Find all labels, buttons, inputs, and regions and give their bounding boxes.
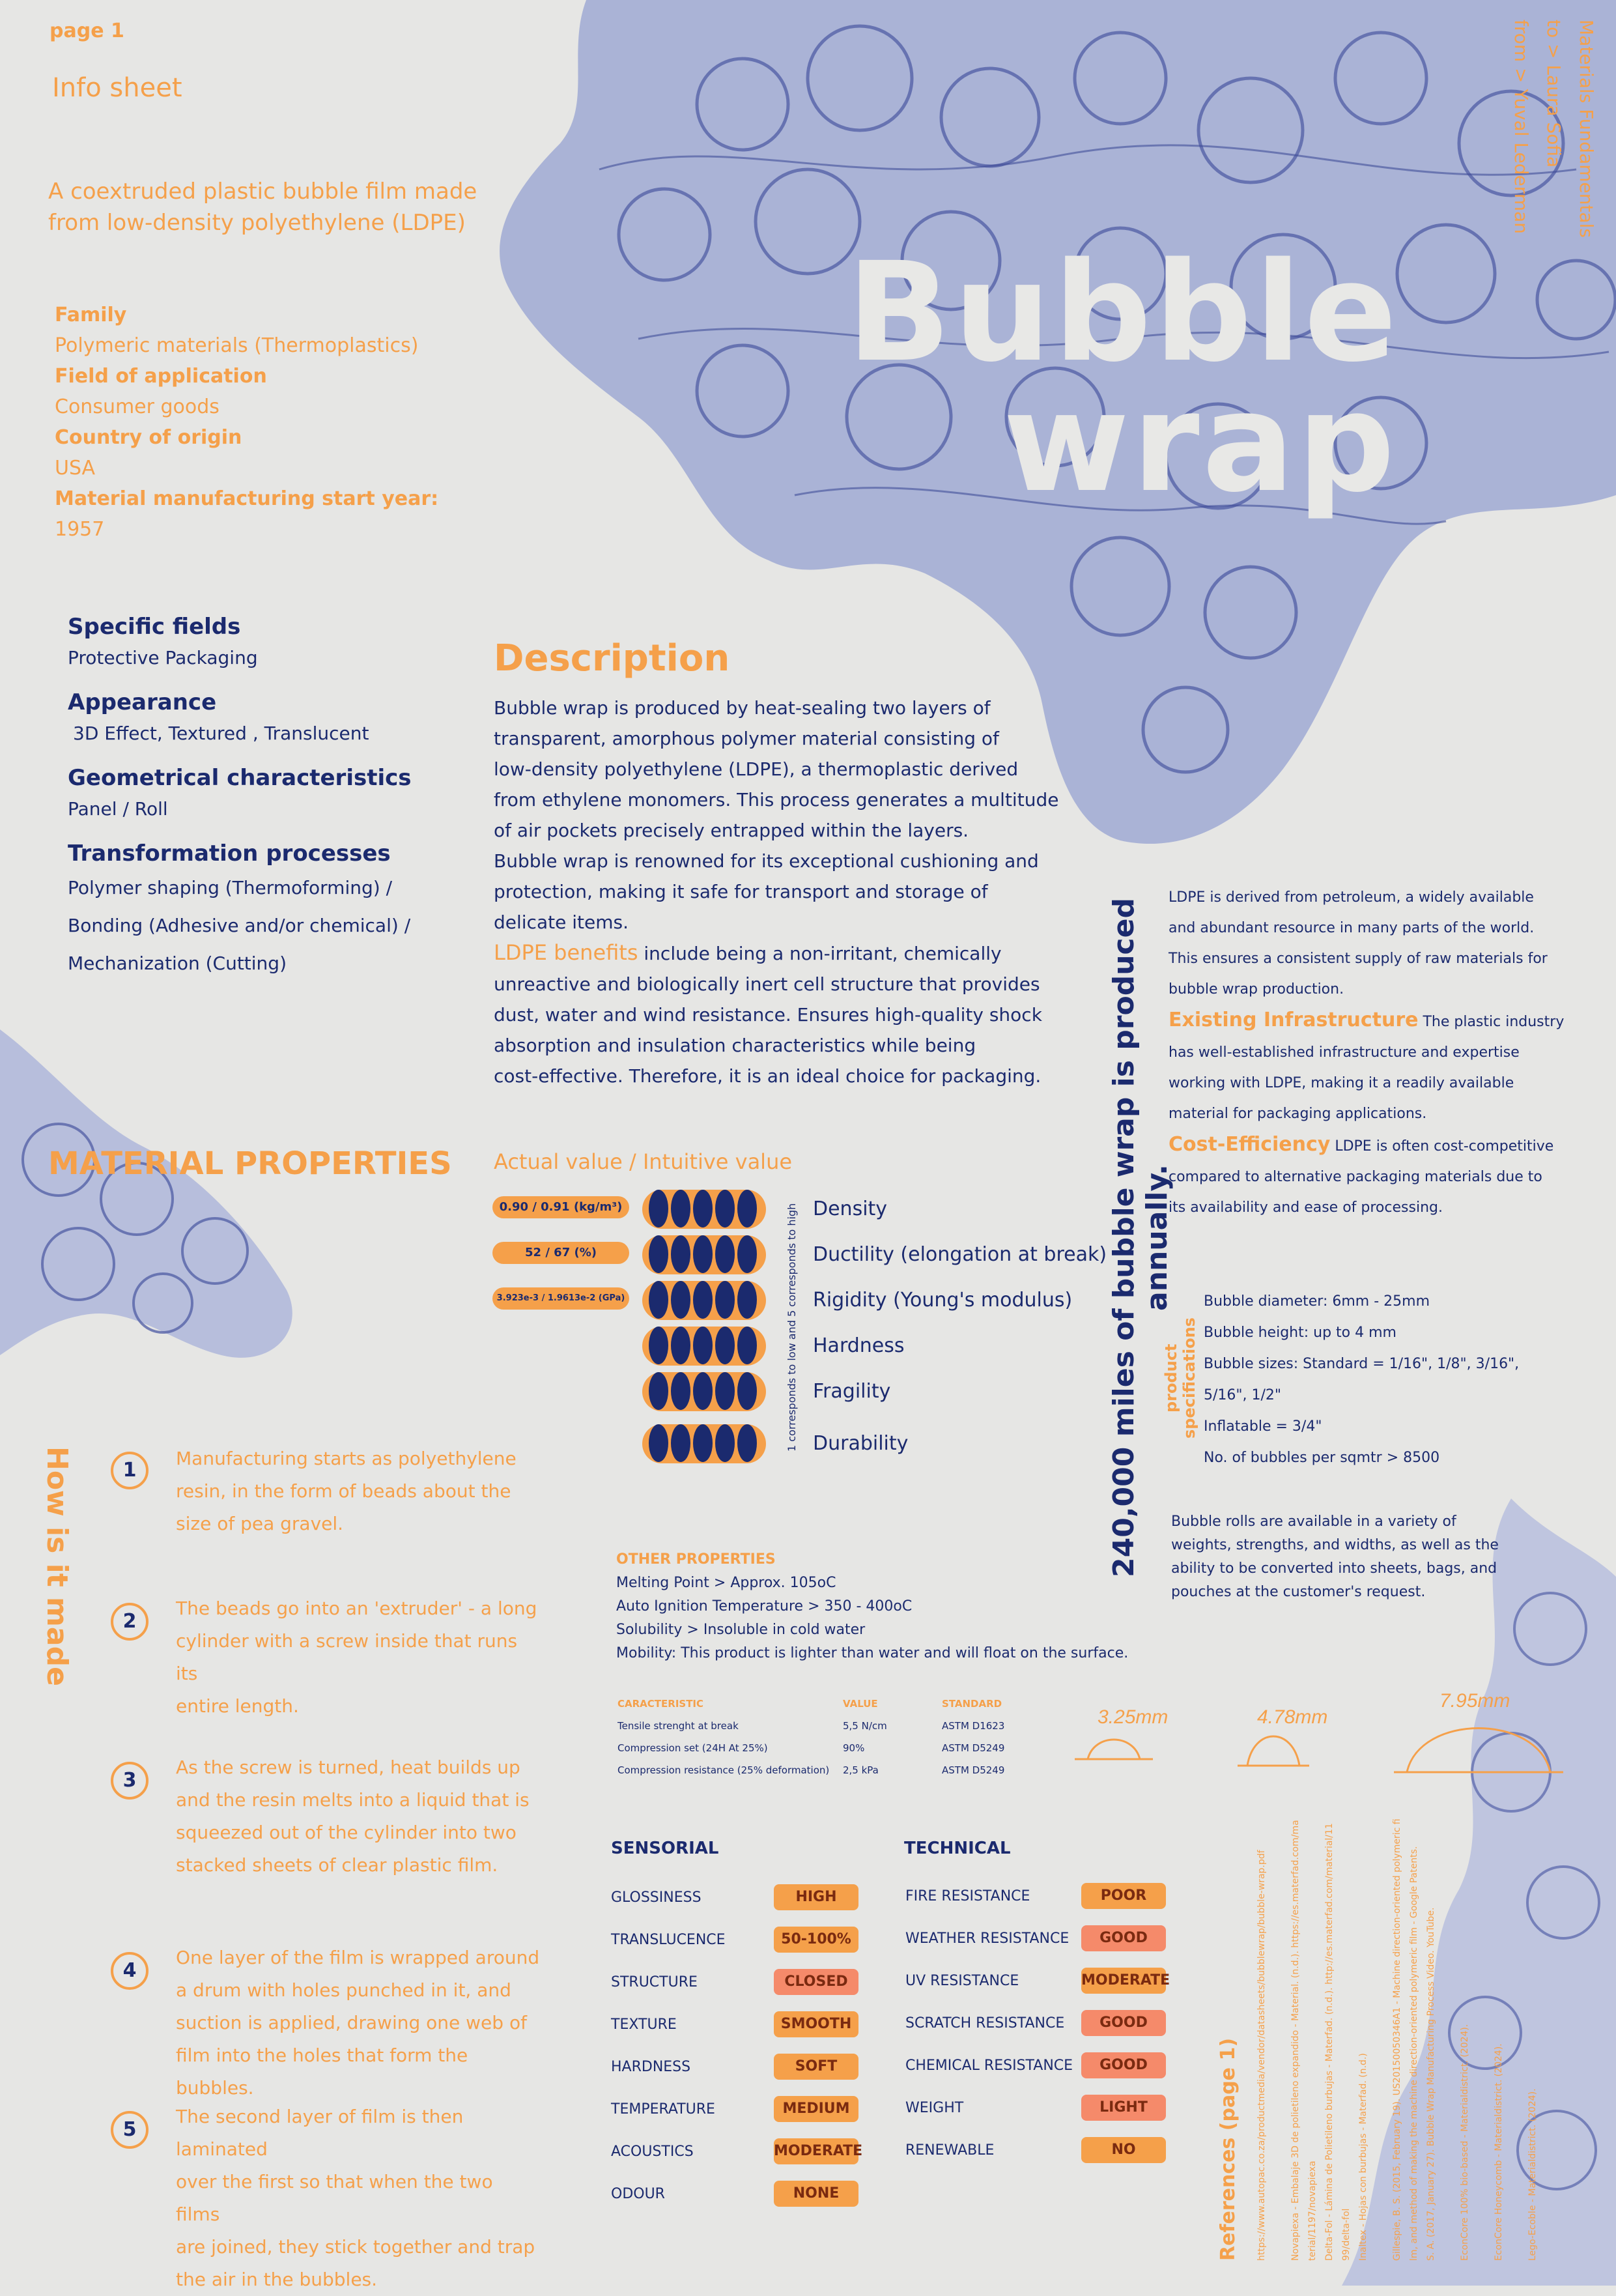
- title-line-2: wrap: [1003, 363, 1398, 523]
- step-text: [176, 1751, 541, 1882]
- page-number: page 1: [50, 20, 124, 42]
- spec-title: product specifications: [1162, 1317, 1198, 1439]
- roll-line: Bubble rolls are available in a variety of: [1171, 1514, 1456, 1530]
- technical-row: [905, 2009, 1179, 2037]
- description-line: delicate items.: [494, 911, 629, 933]
- step-number: 5: [111, 2111, 149, 2149]
- intuitive-scale: [642, 1424, 766, 1463]
- scale-dot: [693, 1424, 713, 1462]
- property-row: [492, 1420, 1111, 1466]
- table-cell: ASTM D1623: [942, 1720, 1005, 1732]
- sensorial-label: ACOUSTICS: [611, 2144, 694, 2160]
- property-label: Density: [813, 1198, 888, 1220]
- property-label: Hardness: [813, 1334, 905, 1357]
- scale-dot: [737, 1235, 757, 1273]
- spec-list: [1204, 1286, 1568, 1474]
- sensorial-rows: [611, 1883, 885, 2222]
- title-line-1: Bubble: [847, 233, 1400, 392]
- scale-dot: [737, 1372, 757, 1410]
- other-property-line: Mobility: This product is lighter than water and will float on the surface.: [616, 1645, 1129, 1661]
- specific-fields-value: Protective Packaging: [68, 647, 258, 668]
- sensorial-row: [611, 1883, 885, 1912]
- property-label: Ductility (elongation at break): [813, 1243, 1107, 1266]
- scale-dot: [737, 1190, 757, 1227]
- geometry-value: Panel / Roll: [68, 798, 168, 820]
- sensorial-title: SENSORIAL: [611, 1839, 719, 1858]
- geometry-label: Geometrical characteristics: [68, 765, 412, 791]
- reference-item: Gillespie, B. S. (2015, February 19). US20150050346A1 - Machine direction-oriented polymeric film, and method of making the machine direction-oriented polymeric film - Google Patents.: [1392, 1818, 1419, 2261]
- table-row: [617, 1720, 1047, 1742]
- info-sheet-label: Info sheet: [52, 73, 182, 103]
- scale-dot: [693, 1235, 713, 1273]
- table-header-cell: VALUE: [843, 1698, 878, 1710]
- technical-rows: [905, 1882, 1179, 2181]
- scale-dot: [715, 1235, 735, 1273]
- step-line: over the first so that when the two films: [176, 2171, 493, 2225]
- sensorial-label: TEXTURE: [611, 2016, 677, 2033]
- other-property-line: Auto Ignition Temperature > 350 - 400oC: [616, 1598, 913, 1614]
- technical-value-badge: GOOD: [1081, 2052, 1166, 2078]
- property-label: Rigidity (Young's modulus): [813, 1289, 1073, 1312]
- description-section: [494, 637, 1080, 1091]
- cost-label: Cost-Efficiency: [1169, 1133, 1331, 1156]
- country-label: Country of origin: [55, 426, 242, 449]
- ldpe-line: LDPE is derived from petroleum, a widely available: [1169, 889, 1534, 906]
- roll-line: pouches at the customer's request.: [1171, 1584, 1426, 1600]
- table-cell: Compression set (24H At 25%): [617, 1742, 768, 1754]
- scale-dot: [671, 1190, 690, 1227]
- spec-line: Bubble height: up to 4 mm: [1204, 1325, 1396, 1341]
- scale-dot: [649, 1424, 668, 1462]
- step-line: The second layer of film is then laminated: [176, 2106, 464, 2160]
- reference-item: Lego-Ecoble - Materialdistrict. (2024).: [1527, 2088, 1538, 2261]
- reference-item: Novapiexa - Embalaje 3D de polietileno expandido - Material. (n.d.). https://es.materfad.com/material/1197/novapiexa: [1290, 1820, 1318, 2261]
- table-cell: 5,5 N/cm: [843, 1720, 887, 1732]
- benefits-line: unreactive and biologically inert cell structure that provides: [494, 973, 1040, 995]
- description-line: low-density polyethylene (LDPE), a thermoplastic derived: [494, 758, 1019, 780]
- other-property-line: Solubility > Insoluble in cold water: [616, 1622, 866, 1638]
- field-value: Consumer goods: [55, 395, 220, 418]
- reference-item: Delta-Fol - Lámina de Polietileno burbujas - Materfad. (n.d.). http://es.materfad.com/material/1199/delta-fol: [1324, 1823, 1352, 2261]
- property-row: [492, 1277, 1111, 1323]
- scale-dot: [693, 1372, 713, 1410]
- scale-dot: [649, 1327, 668, 1364]
- step-number: 2: [111, 1603, 149, 1641]
- scale-dot: [737, 1281, 757, 1319]
- sensorial-row: [611, 1925, 885, 1954]
- scale-dot: [649, 1235, 668, 1273]
- step-text: [176, 1942, 541, 2104]
- benefits-line: [494, 938, 1080, 969]
- description-line: Bubble wrap is renowned for its exceptional cushioning and: [494, 850, 1039, 872]
- property-label: Durability: [813, 1432, 909, 1455]
- sensorial-value-badge: MEDIUM: [774, 2096, 858, 2122]
- step-line: a drum with holes punched in it, and: [176, 1979, 511, 2001]
- ldpe-line: bubble wrap production.: [1169, 981, 1344, 997]
- bubble-profile-sketches: [1068, 1687, 1576, 1798]
- right-column: [1169, 882, 1579, 1223]
- year-label: Material manufacturing start year:: [55, 487, 439, 510]
- description-line: protection, making it safe for transport and storage of: [494, 881, 988, 902]
- step-text: [176, 2101, 541, 2296]
- scale-dot: [693, 1327, 713, 1364]
- spec-line: Bubble sizes: Standard = 1/16", 1/8", 3/16",: [1204, 1356, 1520, 1372]
- table-header-cell: CARACTERISTIC: [617, 1698, 704, 1710]
- transform-label: Transformation processes: [68, 840, 391, 867]
- step-line: As the screw is turned, heat builds up: [176, 1757, 520, 1778]
- cost-line: its availability and ease of processing.: [1169, 1199, 1443, 1216]
- actual-value-tag: 52 / 67 (%): [492, 1242, 629, 1264]
- reference-item: EconCore Honeycomb - Materialdistrict. (2024).: [1494, 2043, 1504, 2261]
- spec-line: Bubble diameter: 6mm - 25mm: [1204, 1293, 1430, 1310]
- reference-list: [1253, 1818, 1558, 2261]
- scale-dot: [715, 1190, 735, 1227]
- intuitive-scale: [642, 1190, 766, 1229]
- reference-item: S. A. (2017, January 27). Bubble Wrap Manufacturing Process Video. YouTube.: [1426, 1907, 1436, 2261]
- sensorial-value-badge: SMOOTH: [774, 2011, 858, 2037]
- scale-dot: [649, 1281, 668, 1319]
- scale-dot: [671, 1281, 690, 1319]
- benefits-text: include being a non-irritant, chemically: [638, 943, 1002, 964]
- property-label: Fragility: [813, 1380, 891, 1403]
- benefits-line: absorption and insulation characteristics while being: [494, 1035, 976, 1056]
- sensorial-label: GLOSSINESS: [611, 1889, 702, 1906]
- sensorial-row: [611, 2010, 885, 2039]
- country-value: USA: [55, 457, 96, 480]
- how-made-title: How is it made: [40, 1446, 74, 1686]
- sensorial-row: [611, 2052, 885, 2081]
- step-line: squeezed out of the cylinder into two: [176, 1822, 517, 1843]
- technical-value-badge: GOOD: [1081, 1925, 1166, 1951]
- sensorial-value-badge: 50-100%: [774, 1927, 858, 1953]
- table-cell: Tensile strenght at break: [617, 1720, 739, 1732]
- cost-line: compared to alternative packaging materials due to: [1169, 1169, 1542, 1185]
- description-title: Description: [494, 637, 730, 680]
- intuitive-scale: [642, 1281, 766, 1320]
- step-line: and the resin melts into a liquid that is: [176, 1789, 530, 1811]
- technical-value-badge: LIGHT: [1081, 2095, 1166, 2121]
- family-label: Family: [55, 304, 127, 326]
- transform-line: Polymer shaping (Thermoforming) /: [68, 877, 393, 898]
- step-line: film into the holes that form the bubbles.: [176, 2045, 468, 2099]
- property-row: [492, 1323, 1111, 1368]
- property-row: [492, 1368, 1111, 1414]
- credit-line: to > Laura Sofia: [1543, 20, 1565, 168]
- step-number: 3: [111, 1762, 149, 1800]
- references-title: References (page 1): [1217, 2037, 1240, 2261]
- infra-line: material for packaging applications.: [1169, 1106, 1427, 1122]
- scale-dot: [715, 1372, 735, 1410]
- sensorial-label: STRUCTURE: [611, 1974, 698, 1990]
- roll-line: weights, strengths, and widths, as well as the: [1171, 1537, 1499, 1553]
- spec-line: No. of bubbles per sqmtr > 8500: [1204, 1450, 1440, 1466]
- other-properties: [616, 1548, 1176, 1665]
- sensorial-value-badge: NONE: [774, 2181, 858, 2207]
- sensorial-value-badge: MODERATE: [774, 2138, 858, 2164]
- technical-label: UV RESISTANCE: [905, 1973, 1019, 1989]
- reference-item: EconCore 100% bio-based - Materialdistrict. (2024).: [1460, 2024, 1470, 2261]
- ldpe-line: This ensures a consistent supply of raw materials for: [1169, 951, 1548, 967]
- property-rows: [492, 1186, 1111, 1472]
- step-line: resin, in the form of beads about the: [176, 1480, 511, 1502]
- scale-dot: [649, 1372, 668, 1410]
- scale-dot: [671, 1235, 690, 1273]
- technical-row: [905, 1966, 1179, 1995]
- scale-dot: [671, 1372, 690, 1410]
- appearance-value: 3D Effect, Textured , Translucent: [73, 723, 369, 744]
- scale-note: 1 corresponds to low and 5 corresponds to high: [786, 1203, 798, 1452]
- appearance-label: Appearance: [68, 689, 217, 715]
- sensorial-label: TEMPERATURE: [611, 2101, 715, 2117]
- technical-row: [905, 2093, 1179, 2122]
- left-specs: [68, 611, 472, 983]
- scale-dot: [715, 1327, 735, 1364]
- step-line: stacked sheets of clear plastic film.: [176, 1854, 498, 1876]
- technical-label: CHEMICAL RESISTANCE: [905, 2058, 1073, 2074]
- specific-fields-label: Specific fields: [68, 614, 241, 640]
- description-line: transparent, amorphous polymer material consisting of: [494, 728, 999, 749]
- description-body: [494, 693, 1080, 1091]
- subtitle: A coextruded plastic bubble film made from low-density polyethylene (LDPE): [48, 179, 477, 236]
- scale-dot: [671, 1424, 690, 1462]
- transform-line: Mechanization (Cutting): [68, 953, 287, 974]
- actual-value-tag: 3.923e-3 / 1.9613e-2 (GPa): [492, 1287, 629, 1310]
- scale-dot: [649, 1190, 668, 1227]
- transform-line: Bonding (Adhesive and/or chemical) /: [68, 915, 411, 936]
- sketch-label: 4.78mm: [1257, 1706, 1328, 1728]
- annual-production-stat: 240,000 miles of bubble wrap is produced annually.: [1107, 898, 1174, 1578]
- step-line: Manufacturing starts as polyethylene: [176, 1448, 517, 1469]
- property-row: [492, 1186, 1111, 1231]
- sensorial-label: ODOUR: [611, 2186, 665, 2202]
- benefits-line: cost-effective. Therefore, it is an ideal choice for packaging.: [494, 1065, 1042, 1087]
- technical-label: SCRATCH RESISTANCE: [905, 2015, 1065, 2031]
- table-row: [617, 1742, 1047, 1764]
- step-number: 1: [111, 1452, 149, 1489]
- table-cell: 90%: [843, 1742, 865, 1754]
- technical-value-badge: POOR: [1081, 1883, 1166, 1909]
- table-header-cell: STANDARD: [942, 1698, 1002, 1710]
- scale-dot: [737, 1327, 757, 1364]
- spec-line: 5/16", 1/2": [1204, 1387, 1282, 1403]
- property-row: [492, 1231, 1111, 1277]
- technical-row: [905, 2136, 1179, 2164]
- step-line: One layer of the film is wrapped around: [176, 1947, 540, 1968]
- credit-line: from > Yuval Lederman: [1510, 20, 1532, 234]
- technical-row: [905, 1924, 1179, 1953]
- scale-dot: [715, 1281, 735, 1319]
- sensorial-label: HARDNESS: [611, 2059, 691, 2075]
- technical-row: [905, 1882, 1179, 1910]
- table-cell: 2,5 kPa: [843, 1764, 879, 1776]
- description-line: Bubble wrap is produced by heat-sealing two layers of: [494, 697, 991, 719]
- sensorial-row: [611, 2137, 885, 2166]
- infra-line: working with LDPE, making it a readily available: [1169, 1075, 1514, 1091]
- description-line: from ethylene monomers. This process generates a multitude: [494, 789, 1059, 811]
- cost-text: LDPE is often cost-competitive: [1330, 1138, 1554, 1155]
- sketch-label: 7.95mm: [1439, 1690, 1510, 1712]
- step-line: the air in the bubbles.: [176, 2269, 378, 2290]
- other-properties-title: OTHER PROPERTIES: [616, 1551, 776, 1568]
- reference-item: https://www.autopac.co.za/productmedia/vendor/datasheets/bubblewrap/bubble-wrap.pdf: [1256, 1850, 1267, 2261]
- ldpe-line: and abundant resource in many parts of the world.: [1169, 920, 1535, 936]
- step-text: [176, 1442, 541, 1540]
- technical-title: TECHNICAL: [904, 1839, 1011, 1858]
- technical-label: WEIGHT: [905, 2100, 964, 2116]
- step-number: 4: [111, 1952, 149, 1990]
- step-line: size of pea gravel.: [176, 1513, 344, 1534]
- step-line: entire length.: [176, 1695, 299, 1717]
- table-header: [617, 1698, 1047, 1720]
- table-cell: Compression resistance (25% deformation): [617, 1764, 830, 1776]
- step-line: The beads go into an 'extruder' - a long: [176, 1598, 537, 1619]
- info-block: [55, 300, 438, 545]
- table-row: [617, 1764, 1047, 1787]
- credit-line: Materials Fundamentals: [1576, 20, 1597, 238]
- roll-line: ability to be converted into sheets, bags, and: [1171, 1560, 1497, 1577]
- spec-line: Inflatable = 3/4": [1204, 1418, 1322, 1435]
- step-text: [176, 1592, 541, 1723]
- year-value: 1957: [55, 518, 105, 541]
- reference-item: Inaltex - Hojas con burbujas - Materfad. (n.d.): [1358, 2053, 1368, 2261]
- intuitive-scale: [642, 1235, 766, 1274]
- step-line: are joined, they stick together and trap: [176, 2236, 535, 2258]
- technical-label: WEATHER RESISTANCE: [905, 1930, 1070, 1947]
- field-label: Field of application: [55, 365, 267, 388]
- intuitive-scale: [642, 1327, 766, 1366]
- step-line: cylinder with a screw inside that runs its: [176, 1630, 518, 1684]
- sensorial-value-badge: SOFT: [774, 2054, 858, 2080]
- family-value: Polymeric materials (Thermoplastics): [55, 334, 419, 357]
- other-property-line: Melting Point > Approx. 105oC: [616, 1575, 836, 1591]
- table-cell: ASTM D5249: [942, 1764, 1005, 1776]
- infra-line: has well-established infrastructure and expertise: [1169, 1044, 1520, 1061]
- references: [1217, 1818, 1581, 2261]
- scale-dot: [693, 1281, 713, 1319]
- scale-dot: [671, 1327, 690, 1364]
- step-line: suction is applied, drawing one web of: [176, 2012, 527, 2033]
- description-line: of air pockets precisely entrapped within the layers.: [494, 820, 969, 841]
- infra-text: The plastic industry: [1418, 1014, 1565, 1030]
- properties-col-header: Actual value / Intuitive value: [494, 1149, 793, 1174]
- benefits-line: dust, water and wind resistance. Ensures high-quality shock: [494, 1004, 1042, 1026]
- technical-value-badge: GOOD: [1081, 2010, 1166, 2036]
- sketch-label: 3.25mm: [1098, 1706, 1169, 1728]
- sensorial-value-badge: HIGH: [774, 1884, 858, 1910]
- table-cell: ASTM D5249: [942, 1742, 1005, 1754]
- technical-label: RENEWABLE: [905, 2142, 995, 2159]
- technical-value-badge: NO: [1081, 2137, 1166, 2163]
- infra-label: Existing Infrastructure: [1169, 1009, 1419, 1031]
- intuitive-scale: [642, 1372, 766, 1411]
- credits: [1505, 20, 1602, 238]
- sensorial-row: [611, 2179, 885, 2208]
- material-properties-title: MATERIAL PROPERTIES: [48, 1145, 452, 1182]
- scale-dot: [737, 1424, 757, 1462]
- benefits-label: LDPE benefits: [494, 940, 638, 965]
- technical-label: FIRE RESISTANCE: [905, 1888, 1030, 1904]
- sensorial-value-badge: CLOSED: [774, 1969, 858, 1995]
- sensorial-label: TRANSLUCENCE: [611, 1932, 726, 1948]
- sensorial-row: [611, 2095, 885, 2123]
- sensorial-row: [611, 1968, 885, 1996]
- actual-value-tag: 0.90 / 0.91 (kg/m³): [492, 1196, 629, 1218]
- technical-value-badge: MODERATE: [1081, 1968, 1166, 1994]
- characteristics-table: [617, 1698, 1047, 1787]
- roll-info: [1171, 1510, 1523, 1604]
- bubble-texture-left: [0, 1016, 326, 1381]
- scale-dot: [693, 1190, 713, 1227]
- technical-row: [905, 2051, 1179, 2080]
- scale-dot: [715, 1424, 735, 1462]
